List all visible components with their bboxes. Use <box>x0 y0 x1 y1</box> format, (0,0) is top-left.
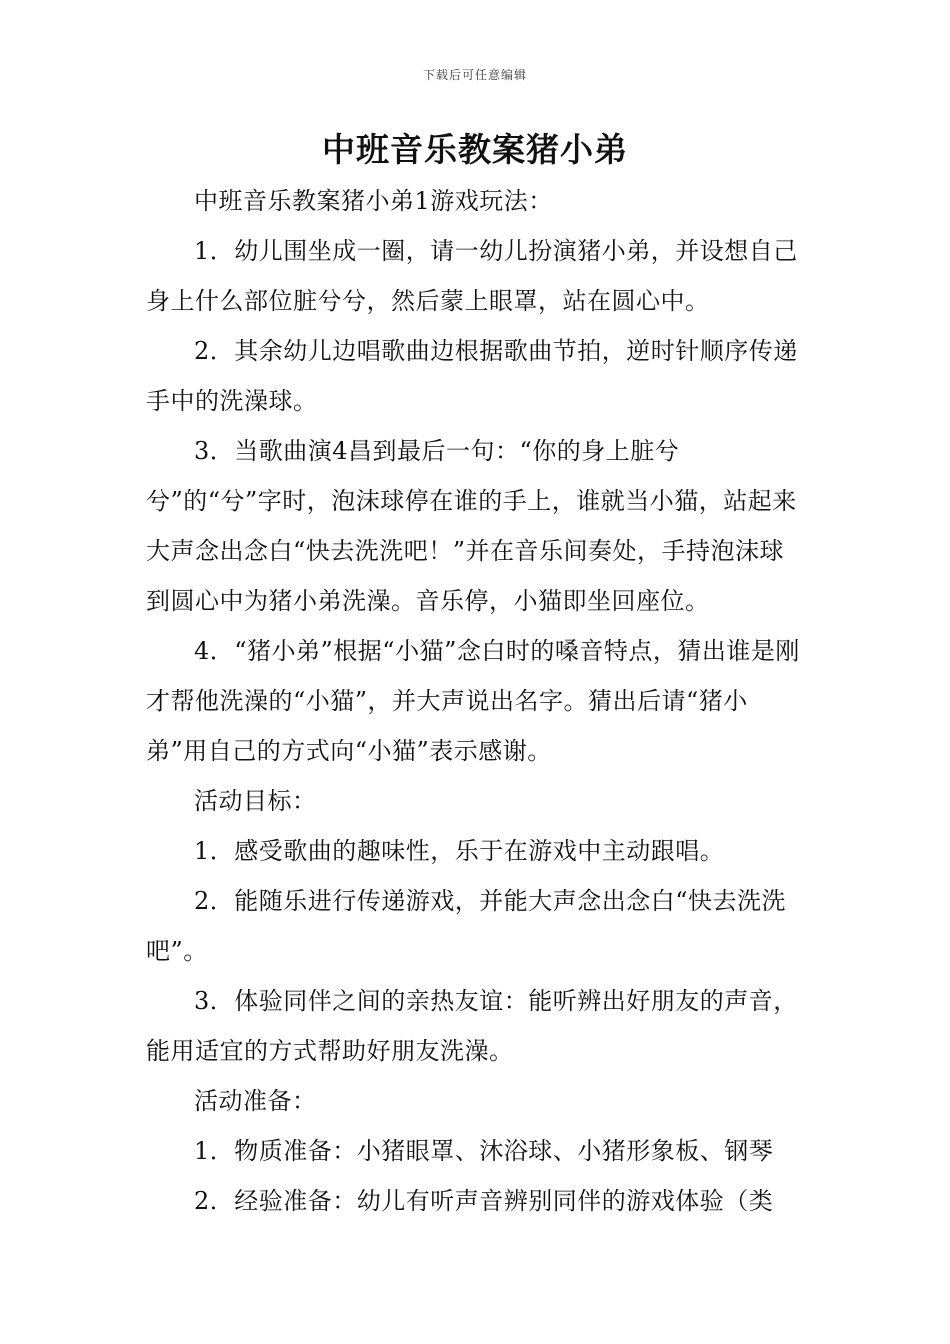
document-title: 中班音乐教案猪小弟 <box>322 130 628 169</box>
section-heading-goals: 活动目标： <box>194 787 317 815</box>
page-header: 下载后可任意编辑 <box>422 68 527 82</box>
document-body <box>146 176 808 1226</box>
paragraph-prep-1: 1．物质准备：小猪眼罩、沐浴球、小猪形象板、钢琴 <box>194 1137 774 1165</box>
paragraph-rule-3: 3．当歌曲演4昌到最后一句：“你的身上脏兮兮”的“兮”字时，泡沫球停在谁的手上，谁就当小猫，站起来大声念出念白“快去洗洗吧！”并在音乐间奏处，手持泡沫球到圆心中为猪小弟洗澡。音乐停，小猫即坐回座位。 <box>146 437 797 615</box>
paragraph-rule-2: 2．其余幼儿边唱歌曲边根据歌曲节拍，逆时针顺序传递手中的洗澡球。 <box>146 337 798 415</box>
paragraph-prep-2: 2．经验准备：幼儿有听声音辨别同伴的游戏体验（类 <box>194 1187 774 1215</box>
paragraph-goal-2: 2．能随乐进行传递游戏，并能大声念出念白“快去洗洗吧”。 <box>146 887 787 965</box>
paragraph-rule-1: 1．幼儿围坐成一圈，请一幼儿扮演猪小弟，并设想自己身上什么部位脏兮兮，然后蒙上眼罩，站在圆心中。 <box>146 237 798 315</box>
paragraph-intro: 中班音乐教案猪小弟1游戏玩法： <box>194 187 553 215</box>
paragraph-goal-1: 1．感受歌曲的趣味性，乐于在游戏中主动跟唱。 <box>194 837 725 865</box>
paragraph-rule-4: 4．“猪小弟”根据“小猫”念白时的嗓音特点，猜出谁是刚才帮他洗澡的“小猫”，并大声说出名字。猜出后请“猪小弟”用自己的方式向“小猫”表示感谢。 <box>146 637 800 765</box>
section-heading-preparation: 活动准备： <box>194 1087 317 1115</box>
paragraph-goal-3: 3．体验同伴之间的亲热友谊：能听辨出好朋友的声音，能用适宜的方式帮助好朋友洗澡。 <box>146 987 798 1065</box>
